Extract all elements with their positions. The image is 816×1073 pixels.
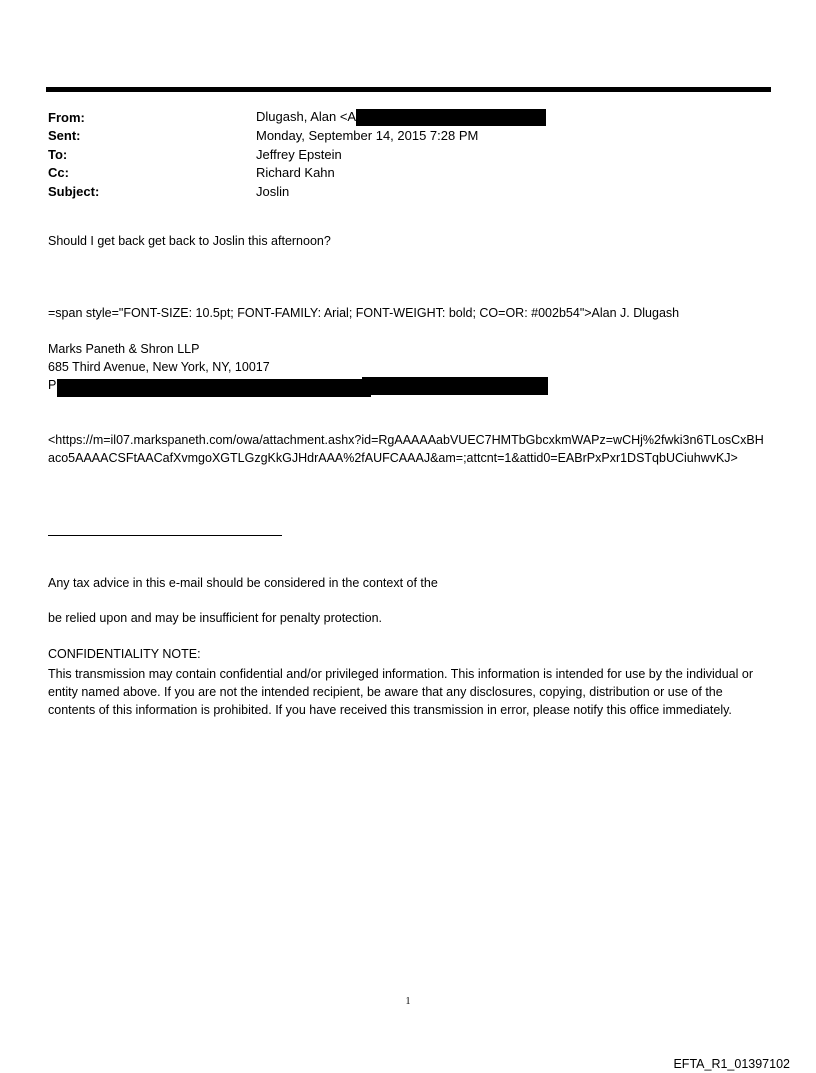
cc-row xyxy=(48,164,768,183)
subject-label: Subject: xyxy=(48,183,100,199)
to-label: To: xyxy=(48,146,68,162)
bates-number: EFTA_R1_01397102 xyxy=(673,1057,790,1071)
signature-address: 685 Third Avenue, New York, NY, 10017 xyxy=(48,360,270,374)
subject-row xyxy=(48,182,768,201)
page-number: 1 xyxy=(405,996,411,1007)
message-body: Should I get back get back to Joslin this afternoon? xyxy=(48,234,331,248)
to-row xyxy=(48,145,768,164)
sent-label: Sent: xyxy=(48,128,81,144)
cc-value: Richard Kahn xyxy=(256,165,335,181)
email-header xyxy=(48,108,768,201)
sent-row xyxy=(48,127,768,146)
signature-phone xyxy=(48,378,56,392)
from-row xyxy=(48,108,768,127)
redaction-bar xyxy=(362,377,548,395)
cc-label: Cc: xyxy=(48,165,69,181)
confidentiality-title: CONFIDENTIALITY NOTE: xyxy=(48,647,201,661)
attachment-url[interactable]: <https://m=il07.markspaneth.com/owa/attachment.ashx?id=RgAAAAAabVUEC7HMTbGbcxkmWAPz=wCHj%2fwki3n6TLosCxBHaco5AAAACSFtAACafXvmgoXGTLGzgKkGJHdrAAA%2fAUFCAAAJ&am=;attcnt=1&attid0=EABrPxPxr1DSTqbUCiuhwvKJ> xyxy=(48,433,764,465)
redaction-bar xyxy=(356,109,546,126)
signature-firm: Marks Paneth & Shron LLP xyxy=(48,342,200,356)
confidentiality-text: This transmission may contain confidential and/or privileged information. This information is intended for use by the individual or entity named above. If you are not the intended recipient, be aware that any disclosures, copying, distribution or use of the contents of this information is prohibited. If you have received this transmission in error, please notify this office immediately. xyxy=(48,667,753,717)
signature-phone-prefix: P xyxy=(48,378,57,392)
signature-span-line: =span style="FONT-SIZE: 10.5pt; FONT-FAMILY: Arial; FONT-WEIGHT: bold; CO=OR: #002b54">Alan J. Dlugash xyxy=(48,306,680,320)
from-value-text: Dlugash, Alan <A xyxy=(256,108,357,124)
signature-divider xyxy=(48,535,282,536)
tax-advice-line-2: be relied upon and may be insufficient for penalty protection. xyxy=(48,611,383,625)
tax-advice-line-1: Any tax advice in this e-mail should be considered in the context of the xyxy=(48,576,438,590)
header-top-rule xyxy=(46,87,771,92)
from-value xyxy=(256,109,546,126)
sent-value: Monday, September 14, 2015 7:28 PM xyxy=(256,128,479,144)
from-label: From: xyxy=(48,109,85,125)
to-value: Jeffrey Epstein xyxy=(256,146,342,162)
redaction-bar xyxy=(57,379,371,397)
subject-value: Joslin xyxy=(256,183,290,199)
